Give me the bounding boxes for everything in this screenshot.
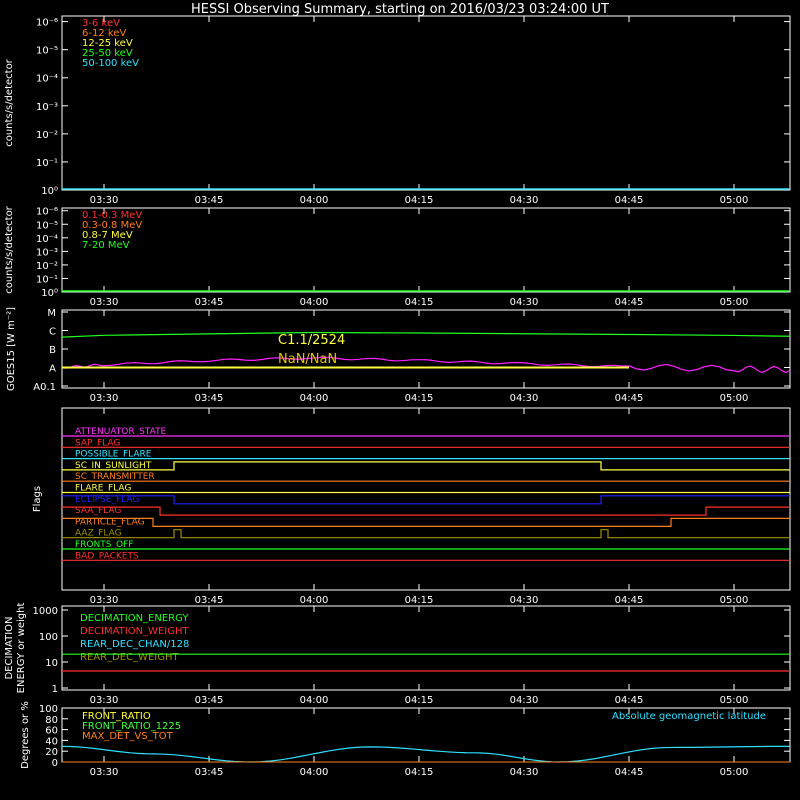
y-axis-label: Degrees or % (20, 701, 31, 769)
y-tick-label: 10⁻⁵ (35, 45, 58, 57)
legend-entry: 50-100 keV (82, 58, 140, 69)
panel-lo_energy_counts (4, 16, 790, 206)
y-axis-label-line1: DECIMATION (4, 616, 15, 680)
legend-entry: 12-25 keV (82, 38, 133, 49)
y-axis-label-line2: ENERGY or weight (16, 602, 27, 694)
y-tick-label: 1 (51, 684, 58, 695)
flag-line (62, 530, 790, 538)
x-tick-label: 04:45 (614, 595, 644, 606)
x-tick-label: 05:00 (719, 595, 749, 606)
y-tick-label: 10⁻⁵ (35, 220, 58, 232)
x-tick-label: 04:00 (299, 297, 329, 308)
legend-entry-geomag: Absolute geomagnetic latitude (612, 711, 766, 722)
x-tick-label: 04:15 (404, 595, 434, 606)
legend-entry: 0.1-0.3 MeV (82, 210, 143, 221)
x-tick-label: 04:45 (614, 695, 644, 706)
x-tick-label: 03:45 (194, 393, 224, 404)
y-tick-label: 100 (38, 704, 58, 715)
geomag-latitude-line (62, 746, 790, 762)
x-tick-label: 03:30 (89, 393, 119, 404)
x-tick-label: 03:45 (194, 195, 224, 206)
y-tick-label: 10⁻¹ (35, 274, 58, 286)
y-tick-label: 10 (45, 658, 58, 669)
panel-hi_energy_counts (4, 205, 790, 308)
panel-flags (32, 408, 790, 606)
legend-entry: REAR_DEC_WEIGHT (80, 652, 179, 663)
y-axis-label: counts/s/detector (4, 59, 15, 147)
y-tick-label: 10⁻² (35, 129, 58, 141)
x-tick-label: 04:45 (614, 767, 644, 778)
legend-entry: DECIMATION_ENERGY (80, 613, 189, 624)
panel-frame (62, 310, 790, 388)
y-tick-label: 10⁻³ (35, 101, 58, 113)
y-tick-label: 60 (45, 725, 58, 737)
flag-label: SC_TRANSMITTER (75, 472, 155, 483)
legend-entry: DECIMATION_WEIGHT (80, 626, 189, 637)
legend-entry: 6-12 keV (82, 28, 127, 39)
x-tick-label: 04:00 (299, 695, 329, 706)
y-axis-label: GOES15 [W m⁻²] (6, 306, 17, 392)
y-tick-label: 0 (51, 758, 58, 769)
x-tick-label: 03:30 (89, 695, 119, 706)
goes-annotation-nan: NaN/NaN (278, 352, 338, 367)
flag-label: BAD_PACKETS (75, 551, 139, 562)
x-tick-label: 04:15 (404, 297, 434, 308)
x-tick-label: 05:00 (719, 695, 749, 706)
legend-entry: MAX_DET_VS_TOT (82, 731, 173, 742)
x-tick-label: 03:30 (89, 595, 119, 606)
x-tick-label: 05:00 (719, 195, 749, 206)
x-tick-label: 04:45 (614, 297, 644, 308)
panel-decimation (4, 603, 790, 706)
y-tick-label: 10⁰ (41, 186, 58, 197)
y-tick-label: C (49, 326, 56, 338)
flag-label: ECLIPSE_FLAG (75, 494, 140, 505)
flag-label: FRONTS_OFF (75, 540, 134, 550)
flag-label: SAP_FLAG (75, 438, 121, 449)
x-tick-label: 04:00 (299, 767, 329, 778)
y-tick-label: 10⁻² (35, 260, 58, 272)
y-tick-label: 10⁻⁶ (35, 17, 58, 29)
flag-line (62, 462, 790, 470)
x-tick-label: 05:00 (719, 393, 749, 404)
flag-label: SAA_FLAG (75, 506, 122, 517)
goes-series-short (62, 357, 790, 372)
x-tick-label: 04:30 (509, 695, 539, 706)
legend-entry: 25-50 keV (82, 48, 133, 59)
y-tick-label: M (47, 308, 56, 319)
legend-entry: 3-6 keV (82, 18, 120, 29)
x-tick-label: 03:30 (89, 195, 119, 206)
x-tick-label: 03:45 (194, 767, 224, 778)
x-tick-label: 04:15 (404, 393, 434, 404)
y-tick-label: 10⁻¹ (35, 157, 58, 169)
panel-frame (62, 408, 790, 590)
x-tick-label: 04:30 (509, 393, 539, 404)
y-tick-label: 40 (45, 736, 58, 748)
y-tick-label: B (49, 345, 56, 356)
y-tick-label: 80 (45, 714, 58, 726)
y-tick-label: 10⁻⁶ (35, 206, 58, 218)
flag-label: AAZ_FLAG (75, 528, 122, 539)
x-tick-label: 04:00 (299, 393, 329, 404)
x-tick-label: 04:15 (404, 695, 434, 706)
x-tick-label: 03:45 (194, 297, 224, 308)
panel-goes (6, 307, 790, 404)
legend-entry: 0.3-0.8 MeV (82, 220, 143, 231)
x-tick-label: 04:45 (614, 393, 644, 404)
y-tick-label: 10⁻⁴ (35, 233, 58, 245)
x-tick-label: 04:30 (509, 767, 539, 778)
x-tick-label: 04:30 (509, 595, 539, 606)
flag-label: FLARE_FLAG (75, 483, 132, 494)
flag-label: SC_IN_SUNLIGHT (75, 460, 152, 471)
panel-frame (62, 16, 790, 190)
y-tick-label: 10⁰ (41, 288, 58, 299)
y-tick-label: 10⁻⁴ (35, 73, 58, 85)
legend-entry: FRONT_RATIO (82, 711, 151, 722)
x-tick-label: 04:15 (404, 767, 434, 778)
flag-line (62, 507, 790, 515)
y-tick-label: 1000 (32, 606, 58, 617)
y-axis-label: counts/s/detector (4, 206, 15, 294)
flag-label: ATTENUATOR_STATE (75, 427, 167, 437)
x-tick-label: 04:00 (299, 595, 329, 606)
panel-ratios (20, 701, 790, 778)
flag-label: PARTICLE_FLAG (75, 517, 145, 528)
y-tick-label: 10⁻³ (35, 247, 58, 259)
y-axis-label: Flags (32, 485, 43, 513)
x-tick-label: 04:30 (509, 195, 539, 206)
x-tick-label: 03:45 (194, 695, 224, 706)
y-tick-label: A (49, 363, 56, 375)
x-tick-label: 04:15 (404, 195, 434, 206)
x-tick-label: 04:30 (509, 297, 539, 308)
flag-label: POSSIBLE_FLARE (75, 449, 152, 460)
x-tick-label: 03:30 (89, 297, 119, 308)
goes-series-long (62, 332, 790, 337)
panel-frame (62, 208, 790, 292)
x-tick-label: 04:45 (614, 195, 644, 206)
flag-line (62, 496, 790, 504)
legend-entry: FRONT_RATIO_1225 (82, 721, 182, 732)
chart-title: HESSI Observing Summary, starting on 2016/03/23 03:24:00 UT (191, 2, 609, 17)
y-tick-label: 20 (45, 747, 58, 759)
x-tick-label: 05:00 (719, 297, 749, 308)
x-tick-label: 03:30 (89, 767, 119, 778)
legend-entry: REAR_DEC_CHAN/128 (80, 639, 190, 650)
y-tick-label: 100 (38, 632, 58, 643)
x-tick-label: 04:00 (299, 195, 329, 206)
flag-line (62, 518, 790, 526)
legend-entry: 7-20 MeV (82, 240, 130, 251)
y-tick-label: A0.1 (33, 382, 56, 393)
goes-annotation-class: C1.1/2524 (278, 333, 346, 348)
x-tick-label: 05:00 (719, 767, 749, 778)
legend-entry: 0.8-7 MeV (82, 230, 133, 241)
x-tick-label: 03:45 (194, 595, 224, 606)
